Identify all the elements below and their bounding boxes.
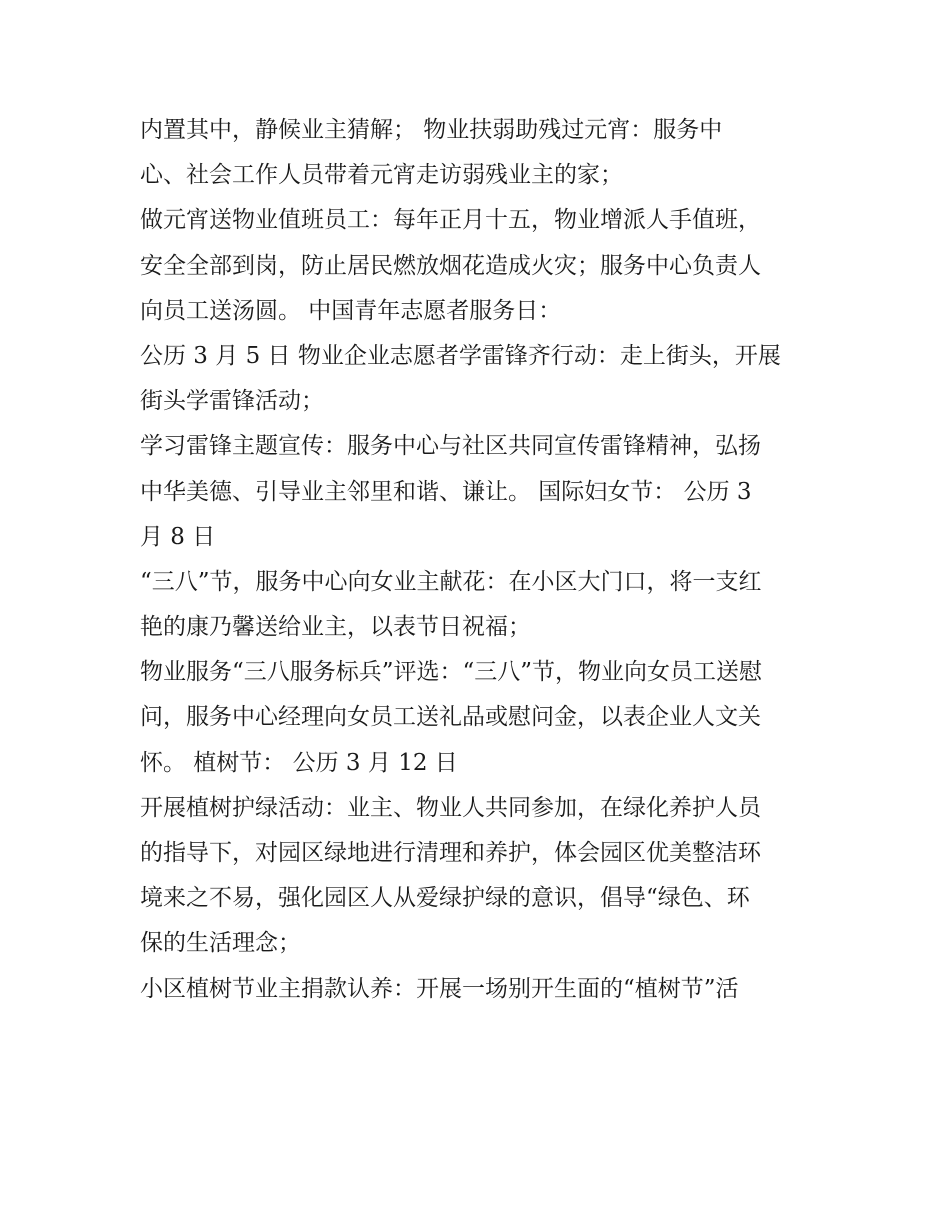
text-line: 向员工送汤圆。 中国青年志愿者服务日： [140, 297, 562, 324]
text-line: 内置其中，静候业主猜解； 物业扶弱助残过元宵：服务中 [140, 117, 723, 143]
text-line: 街头学雷锋活动； [140, 388, 324, 415]
text-line: 小区植树节业主捐款认养：开展一场别开生面的“植树节”活 [140, 975, 739, 1002]
text-line: 安全全部到岗，防止居民燃放烟花造成火灾；服务中心负责人 [140, 252, 761, 279]
text-line: “三八”节，服务中心向女业主献花：在小区大门口，将一支红 [140, 568, 762, 595]
text-line: 境来之不易，强化园区人从爱绿护绿的意识，倡导“绿色、环 [140, 885, 750, 912]
text-line: 中华美德、引导业主邻里和谐、谦让。 国际妇女节： 公历 3 [140, 478, 752, 505]
text-line: 物业服务“三八服务标兵”评选：“三八”节，物业向女员工送慰 [140, 659, 763, 686]
text-line: 艳的康乃馨送给业主，以表节日祝福； [140, 614, 531, 641]
text-line: 月 8 日 [140, 523, 216, 550]
text-line: 问，服务中心经理向女员工送礼品或慰问金，以表企业人文关 [140, 704, 761, 731]
text-line: 怀。 植树节： 公历 3 月 12 日 [140, 749, 458, 776]
text-line: 的指导下，对园区绿地进行清理和养护，体会园区优美整洁环 [140, 840, 761, 866]
text-line: 学习雷锋主题宣传：服务中心与社区共同宣传雷锋精神，弘扬 [140, 433, 761, 460]
text-line: 做元宵送物业值班员工：每年正月十五，物业增派人手值班， [140, 207, 761, 234]
document-body [140, 108, 820, 1012]
text-line: 保的生活理念； [140, 930, 301, 957]
text-line: 开展植树护绿活动：业主、物业人共同参加，在绿化养护人员 [140, 794, 761, 821]
text-line: 公历 3 月 5 日 物业企业志愿者学雷锋齐行动：走上街头，开展 [140, 342, 781, 369]
text-line: 心、社会工作人员带着元宵走访弱残业主的家； [140, 162, 623, 189]
